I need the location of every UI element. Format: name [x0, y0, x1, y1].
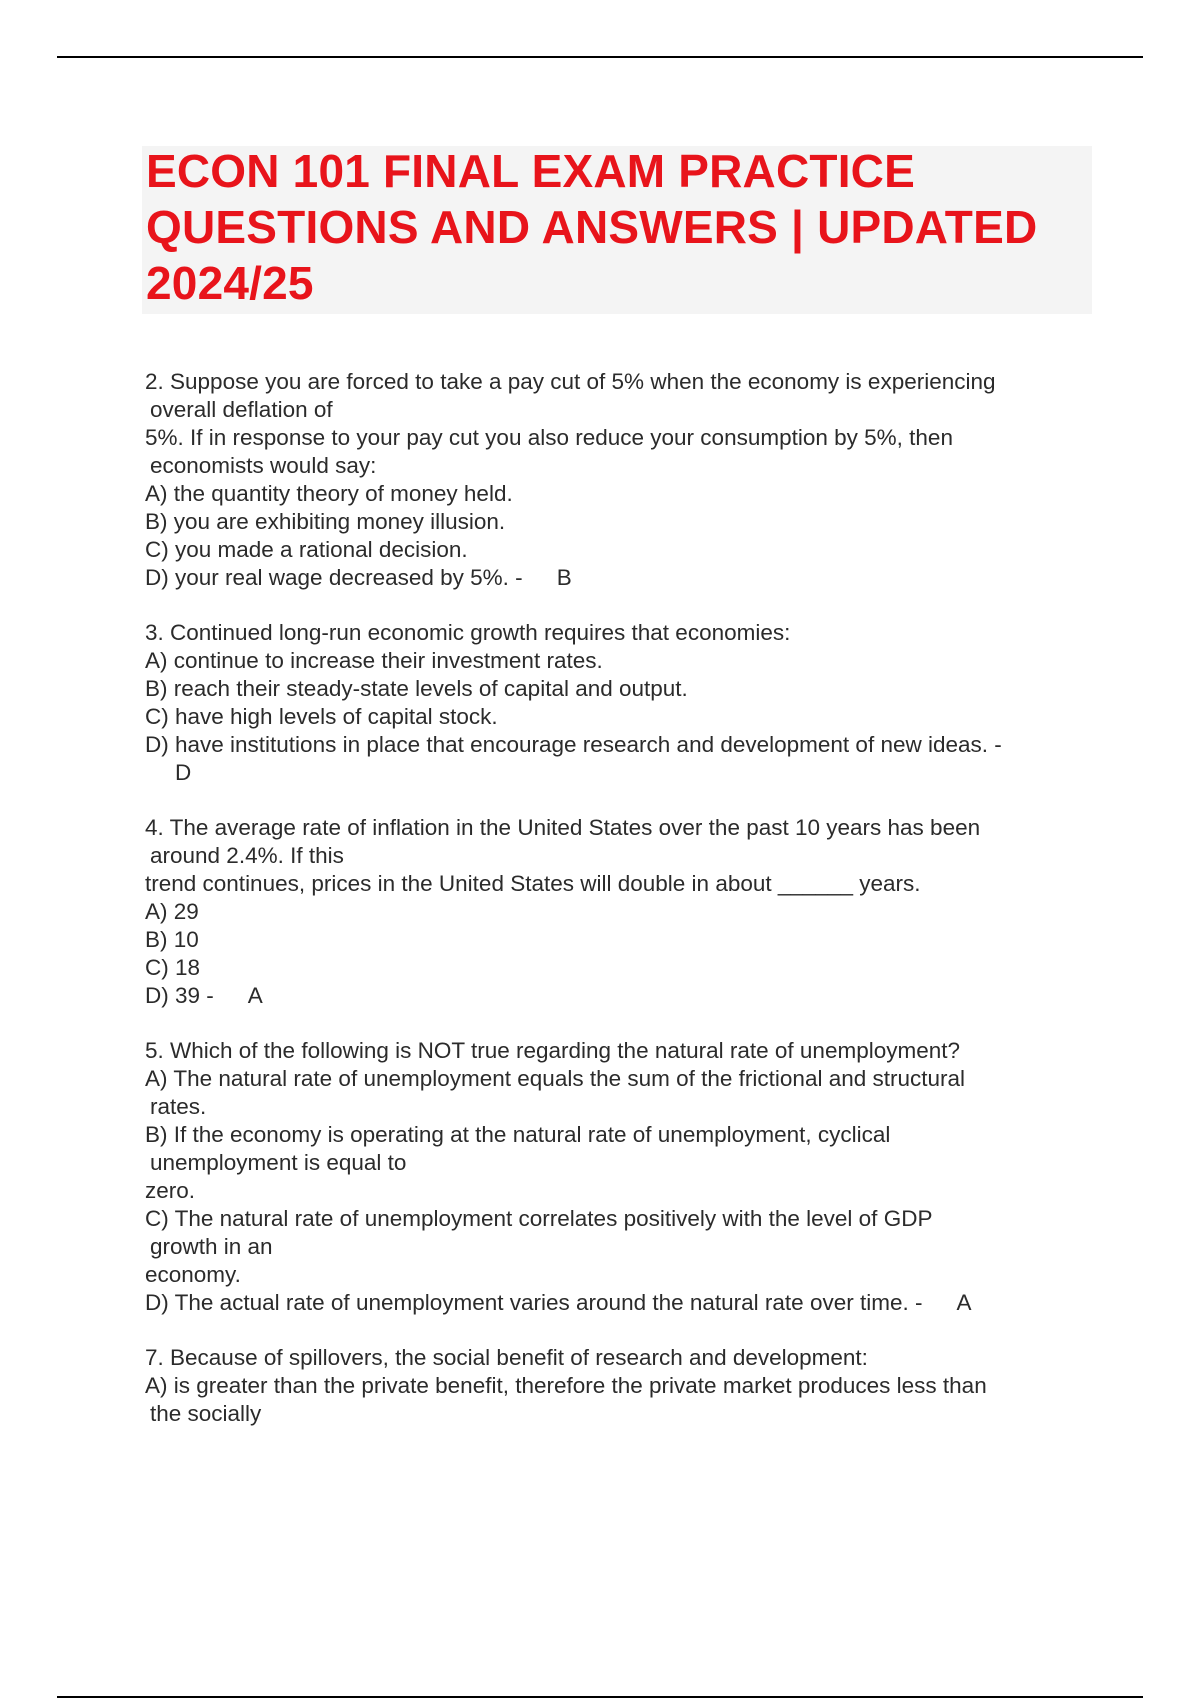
- option-c: C) The natural rate of unemployment correlates positively with the level of GDP: [145, 1206, 933, 1231]
- option-d-text: D) 39 -: [145, 983, 214, 1008]
- answer-key: B: [556, 565, 572, 590]
- question-3: [145, 619, 1095, 787]
- question-text: 7. Because of spillovers, the social benefit of research and development:: [145, 1345, 868, 1370]
- option-a: A) continue to increase their investment rates.: [145, 648, 603, 673]
- option-c-continued: economy.: [145, 1262, 241, 1287]
- title-line: QUESTIONS AND ANSWERS | UPDATED: [146, 201, 1038, 253]
- title-line: 2024/25: [146, 257, 314, 309]
- option-a-continued: the socially: [150, 1401, 262, 1426]
- option-c: C) 18: [145, 955, 201, 980]
- option-a: A) is greater than the private benefit, therefore the private market produces less than: [145, 1373, 987, 1398]
- option-d-text: D) The actual rate of unemployment varies around the natural rate over time. -: [145, 1290, 923, 1315]
- option-b-continued: zero.: [145, 1178, 196, 1203]
- option-b: B) you are exhibiting money illusion.: [145, 509, 506, 534]
- question-text: trend continues, prices in the United States will double in about ______ years.: [145, 871, 921, 896]
- option-a-continued: rates.: [150, 1094, 207, 1119]
- answer-key: A: [956, 1290, 972, 1315]
- question-list: [145, 368, 1095, 1455]
- option-d-text: D) your real wage decreased by 5%. -: [145, 565, 523, 590]
- question-text: 5. Which of the following is NOT true regarding the natural rate of unemployment?: [145, 1038, 961, 1063]
- option-d: D) have institutions in place that encourage research and development of new ideas. -: [145, 732, 1002, 757]
- question-7: [145, 1344, 1095, 1428]
- question-text: 5%. If in response to your pay cut you also reduce your consumption by 5%, then: [145, 425, 953, 450]
- question-4: [145, 814, 1095, 1010]
- option-b: B) 10: [145, 927, 199, 952]
- question-text: 4. The average rate of inflation in the United States over the past 10 years has been: [145, 815, 981, 840]
- option-b: B) reach their steady-state levels of capital and output.: [145, 676, 688, 701]
- answer-key: A: [247, 983, 263, 1008]
- document-title: [146, 143, 1086, 311]
- question-text: around 2.4%. If this: [150, 843, 344, 868]
- option-a: A) 29: [145, 899, 199, 924]
- question-text: 3. Continued long-run economic growth requires that economies:: [145, 620, 791, 645]
- option-b-continued: unemployment is equal to: [150, 1150, 407, 1175]
- question-text: economists would say:: [150, 453, 377, 478]
- option-a: A) the quantity theory of money held.: [145, 481, 513, 506]
- title-line: ECON 101 FINAL EXAM PRACTICE: [146, 145, 915, 197]
- question-5: [145, 1037, 1095, 1317]
- option-d: [145, 982, 1095, 1010]
- option-a: A) The natural rate of unemployment equals the sum of the frictional and structural: [145, 1066, 966, 1091]
- option-c: C) you made a rational decision.: [145, 537, 468, 562]
- option-b: B) If the economy is operating at the natural rate of unemployment, cyclical: [145, 1122, 891, 1147]
- question-text: overall deflation of: [150, 397, 333, 422]
- option-d: [145, 1289, 1095, 1317]
- question-text: 2. Suppose you are forced to take a pay cut of 5% when the economy is experiencing: [145, 369, 996, 394]
- footer-rule: [57, 1696, 1143, 1698]
- question-2: [145, 368, 1095, 592]
- option-d: [145, 564, 1095, 592]
- answer-key: D: [175, 760, 192, 785]
- option-c-continued: growth in an: [150, 1234, 273, 1259]
- option-c: C) have high levels of capital stock.: [145, 704, 498, 729]
- header-rule: [57, 56, 1143, 58]
